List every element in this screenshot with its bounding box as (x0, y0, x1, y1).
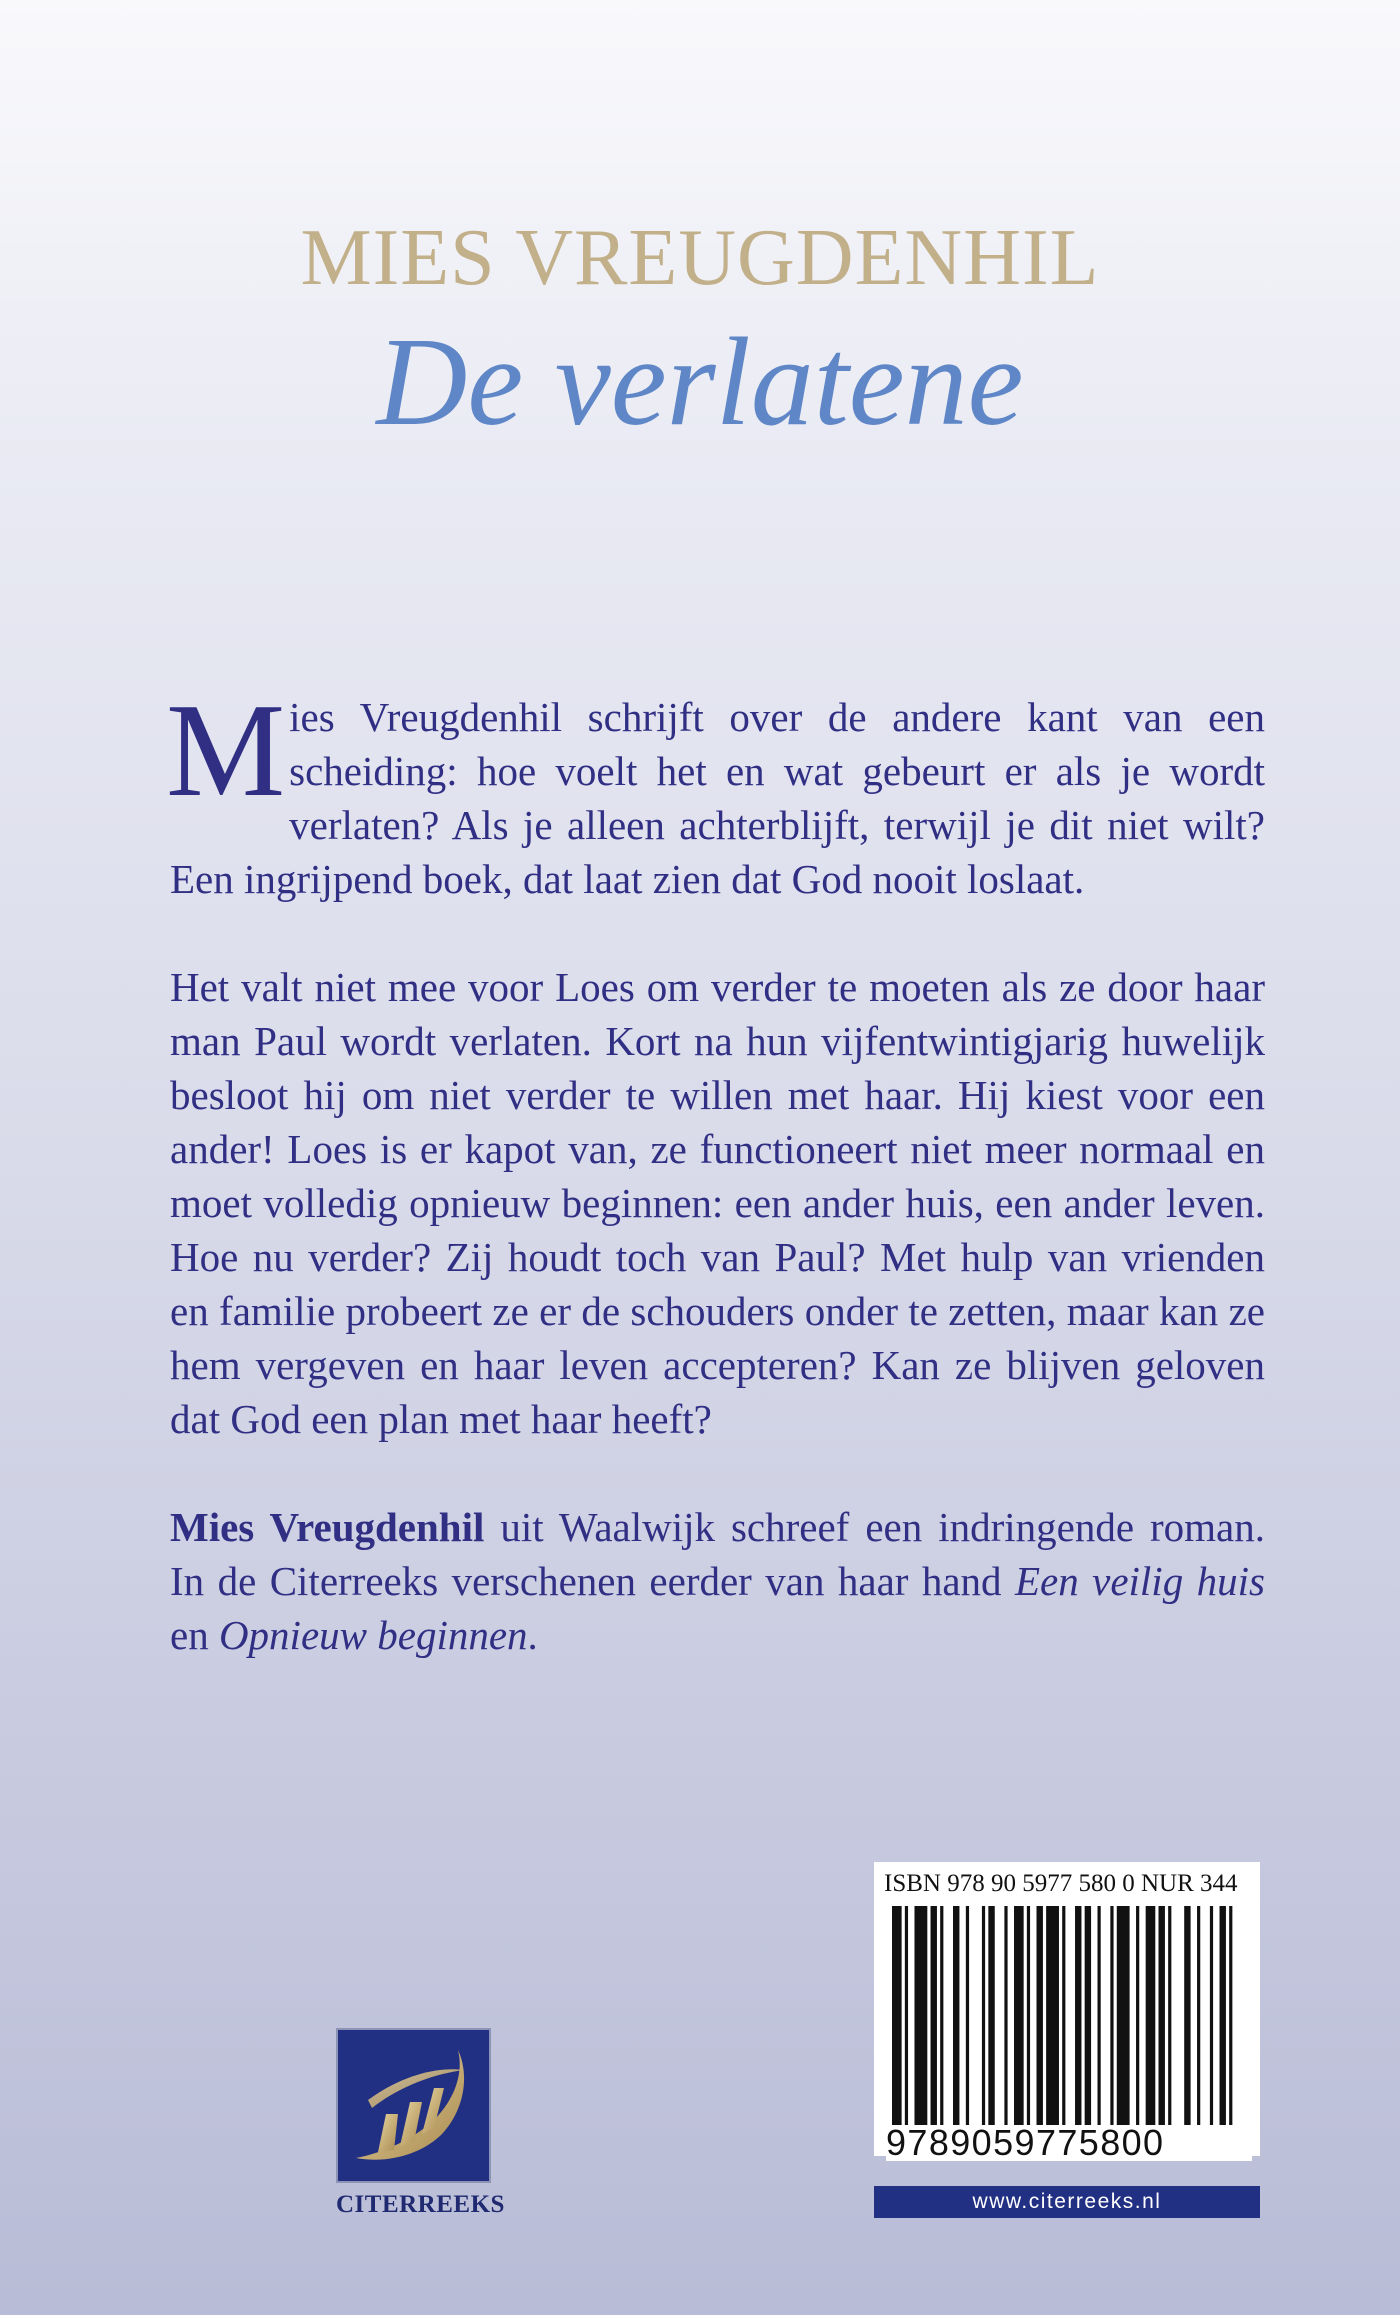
blurb-paragraph-author (170, 1500, 1265, 1662)
book-title: De verlatene (376, 313, 1024, 452)
author-name: MIES VREUGDENHIL (300, 214, 1100, 302)
publisher-logo (336, 2028, 505, 2219)
book-title-2: Opnieuw beginnen (218, 1612, 528, 1658)
author-text-b: en (170, 1612, 219, 1658)
publisher-website: www.citerreeks.nl (874, 2186, 1260, 2218)
book-title-1: Een veilig huis (1014, 1558, 1265, 1604)
barcode-panel (874, 1862, 1260, 2163)
drop-cap: M (166, 676, 286, 824)
blurb-paragraph-summary: Het valt niet mee voor Loes om verder te moeten als ze door haar man Paul wordt verlaten. Kort na hun vijfentwintigjarig huwelijk besloot hij om niet verder te willen met haar. Hij kiest voor een ander! Loes is er kapot van, ze functioneert niet meer normaal en moet volledig opnieuw beginnen: een ander huis, een ander leven. Hoe nu verder? Zij houdt toch van Paul? Met hulp van vrienden en familie probeert ze er de schouders onder te zetten, maar kan ze hem vergeven en haar leven accepteren? Kan ze blijven geloven dat God een plan met haar heeft? (170, 964, 1265, 1442)
blurb (166, 676, 1265, 1716)
isbn-label: ISBN 978 90 5977 580 0 NUR 344 (884, 1870, 1238, 1897)
author-text-c: . (527, 1612, 538, 1658)
blurb-paragraph-intro (166, 676, 1265, 906)
intro-text: ies Vreugdenhil schrijft over de andere kant van een scheiding: hoe voelt het en wat gebeurt er als je wordt verlaten? Als je alleen achterblijft, terwijl je dit niet wilt? Een ingrijpend boek, dat laat zien dat God nooit loslaat. (170, 694, 1265, 902)
author-bold: Mies Vreugdenhil (170, 1504, 485, 1550)
author-text-a: uit Waalwijk schreef een indringende roman. In de Citerreeks verschenen eerder van haar hand (170, 1504, 1265, 1604)
publisher-name: CITERREEKS (336, 2191, 505, 2218)
barcode-digits: 9789059775800 (886, 2125, 1252, 2161)
barcode-icon (892, 1906, 1242, 2136)
logo-emblem-icon (336, 2028, 491, 2183)
